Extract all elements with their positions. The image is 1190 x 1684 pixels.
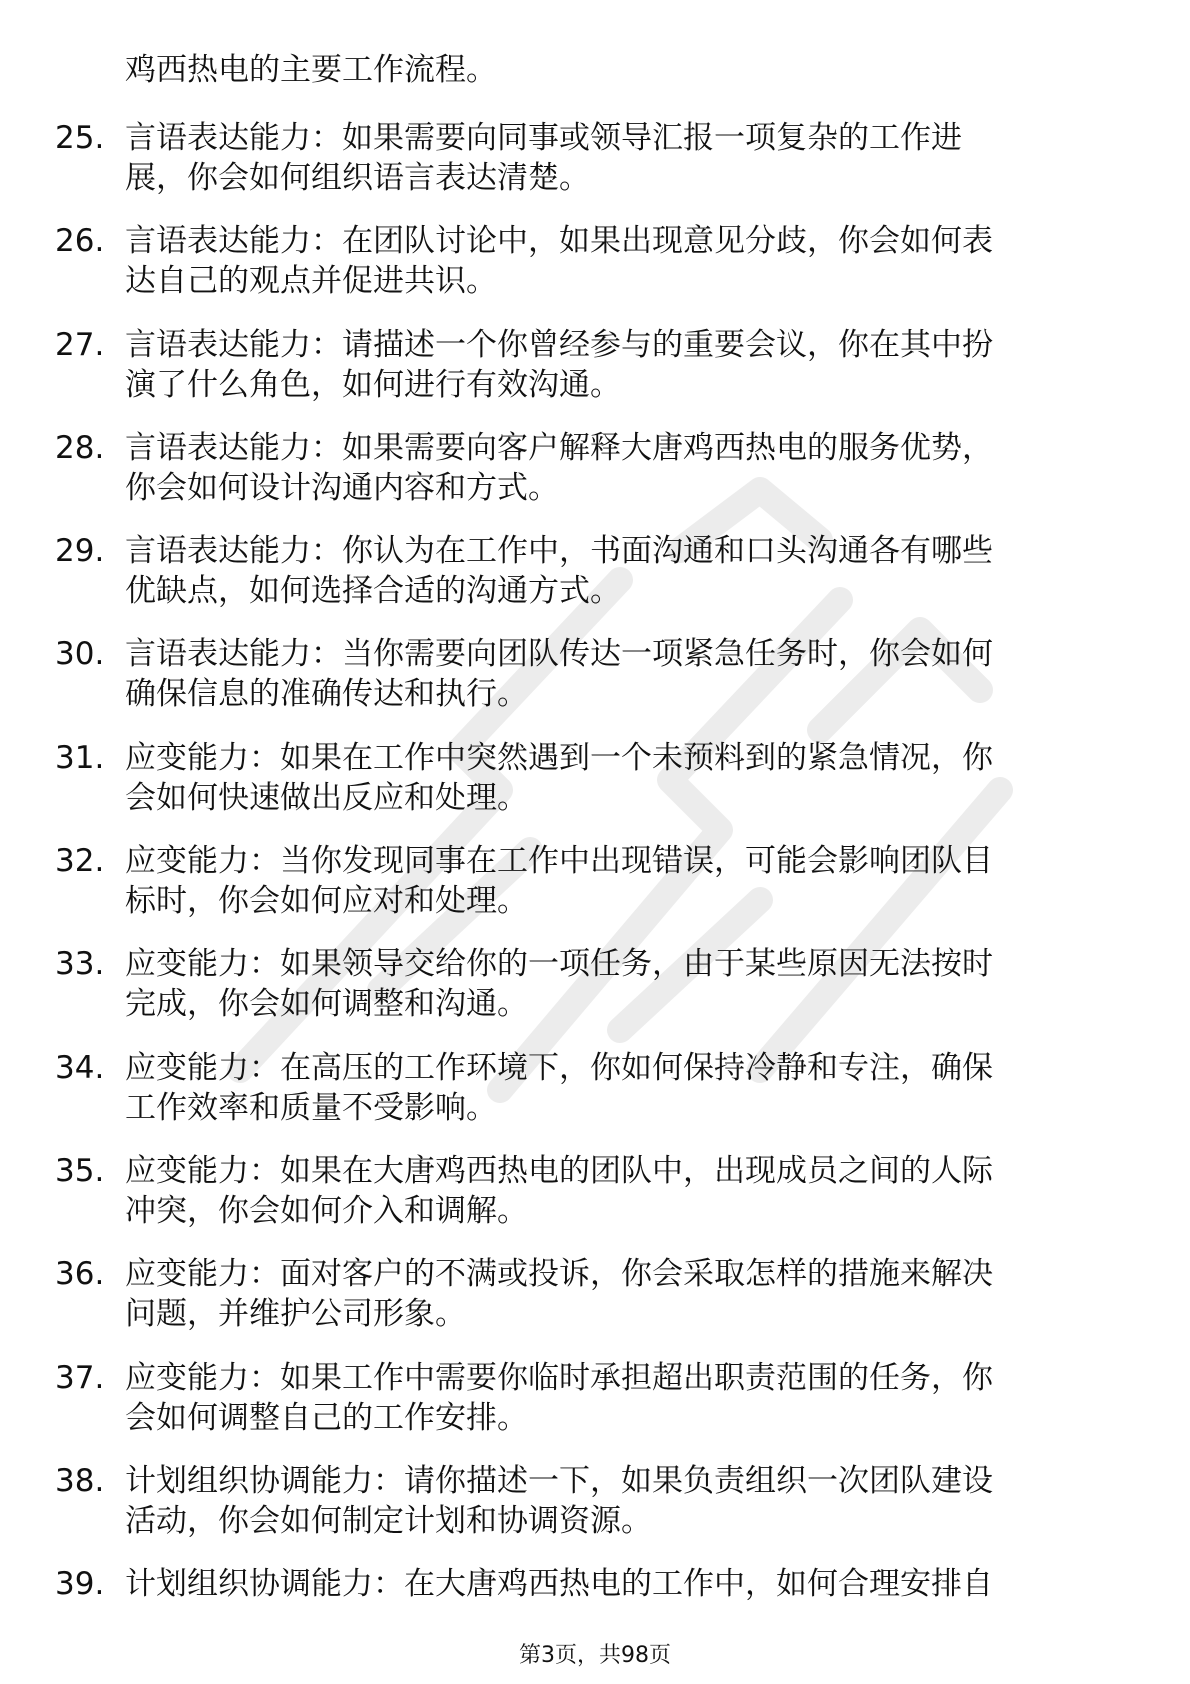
question-line: 完成，你会如何调整和沟通。 <box>125 986 528 1023</box>
question-item <box>55 1461 1135 1564</box>
question-number: 29. <box>55 533 105 570</box>
question-line: 展，你会如何组织语言表达清楚。 <box>125 160 590 196</box>
question-line: 优缺点，如何选择合适的沟通方式。 <box>125 573 621 610</box>
question-number: 33. <box>55 946 105 983</box>
question-line: 标时，你会如何应对和处理。 <box>125 883 528 920</box>
question-item <box>55 944 1135 1047</box>
question-item <box>55 1151 1135 1254</box>
question-line: 言语表达能力：当你需要向团队传达一项紧急任务时，你会如何 <box>125 636 993 673</box>
question-item <box>55 738 1135 841</box>
question-text <box>125 1564 1125 1604</box>
page-footer: 第3页，共98页 <box>519 1643 671 1668</box>
question-line: 应变能力：如果在工作中突然遇到一个未预料到的紧急情况，你 <box>125 739 993 776</box>
question-number: 35. <box>55 1152 105 1189</box>
question-item <box>55 841 1135 944</box>
question-number: 30. <box>55 636 105 673</box>
question-line: 应变能力：如果工作中需要你临时承担超出职责范围的任务，你 <box>125 1359 993 1396</box>
question-number: 37. <box>55 1359 105 1396</box>
question-item <box>55 221 1135 324</box>
question-text <box>125 841 1125 921</box>
question-line: 应变能力：如果领导交给你的一项任务，由于某些原因无法按时 <box>125 946 993 983</box>
question-line: 应变能力：在高压的工作环境下，你如何保持冷静和专注，确保 <box>125 1049 993 1086</box>
question-line: 言语表达能力：你认为在工作中，书面沟通和口头沟通各有哪些 <box>125 533 993 570</box>
question-line: 工作效率和质量不受影响。 <box>125 1089 497 1126</box>
question-line: 应变能力：面对客户的不满或投诉，你会采取怎样的措施来解决 <box>125 1256 993 1293</box>
question-item <box>55 634 1135 737</box>
question-item <box>55 325 1135 428</box>
question-item <box>55 1048 1135 1151</box>
question-line: 冲突，你会如何介入和调解。 <box>125 1192 528 1229</box>
question-text <box>125 221 1125 301</box>
question-item <box>55 118 1135 221</box>
question-item <box>55 1254 1135 1357</box>
question-line: 达自己的观点并促进共识。 <box>125 263 497 300</box>
question-line: 言语表达能力：在团队讨论中，如果出现意见分歧，你会如何表 <box>125 223 993 260</box>
question-line: 言语表达能力：请描述一个你曾经参与的重要会议，你在其中扮 <box>125 326 993 363</box>
question-number: 39. <box>55 1566 105 1603</box>
question-line: 应变能力：当你发现同事在工作中出现错误，可能会影响团队目 <box>125 843 993 880</box>
question-line: 会如何调整自己的工作安排。 <box>125 1399 528 1436</box>
question-text <box>125 325 1125 405</box>
question-line: 计划组织协调能力：请你描述一下，如果负责组织一次团队建设 <box>125 1462 993 1499</box>
question-text <box>125 531 1125 611</box>
question-number: 38. <box>55 1462 105 1499</box>
question-number: 31. <box>55 739 105 776</box>
question-number: 27. <box>55 326 105 363</box>
question-number: 36. <box>55 1256 105 1293</box>
question-number: 26. <box>55 223 105 260</box>
question-line: 演了什么角色，如何进行有效沟通。 <box>125 366 621 403</box>
question-text <box>125 428 1125 508</box>
question-text <box>125 1254 1125 1334</box>
question-line: 计划组织协调能力：在大唐鸡西热电的工作中，如何合理安排自 <box>125 1566 993 1603</box>
question-number: 25. <box>55 120 105 156</box>
question-line: 确保信息的准确传达和执行。 <box>125 676 528 713</box>
question-line: 活动，你会如何制定计划和协调资源。 <box>125 1502 652 1539</box>
question-item <box>55 531 1135 634</box>
question-line: 应变能力：如果在大唐鸡西热电的团队中，出现成员之间的人际 <box>125 1152 993 1189</box>
question-number: 28. <box>55 429 105 466</box>
question-line: 你会如何设计沟通内容和方式。 <box>125 469 559 506</box>
question-text <box>125 1048 1125 1128</box>
question-line: 言语表达能力：如果需要向同事或领导汇报一项复杂的工作进 <box>125 120 962 156</box>
question-text <box>125 1151 1125 1231</box>
question-number: 34. <box>55 1049 105 1086</box>
question-line: 会如何快速做出反应和处理。 <box>125 779 528 816</box>
question-list <box>55 118 1135 1667</box>
continuation-text: 鸡西热电的主要工作流程。 <box>125 52 497 88</box>
question-text <box>125 944 1125 1024</box>
question-text <box>125 634 1125 714</box>
question-text <box>125 738 1125 818</box>
question-item <box>55 428 1135 531</box>
question-line: 言语表达能力：如果需要向客户解释大唐鸡西热电的服务优势， <box>125 429 993 466</box>
question-item <box>55 1358 1135 1461</box>
question-text <box>125 1461 1125 1541</box>
question-text <box>125 118 1125 198</box>
question-number: 32. <box>55 843 105 880</box>
question-line: 问题，并维护公司形象。 <box>125 1296 466 1333</box>
question-text <box>125 1358 1125 1438</box>
